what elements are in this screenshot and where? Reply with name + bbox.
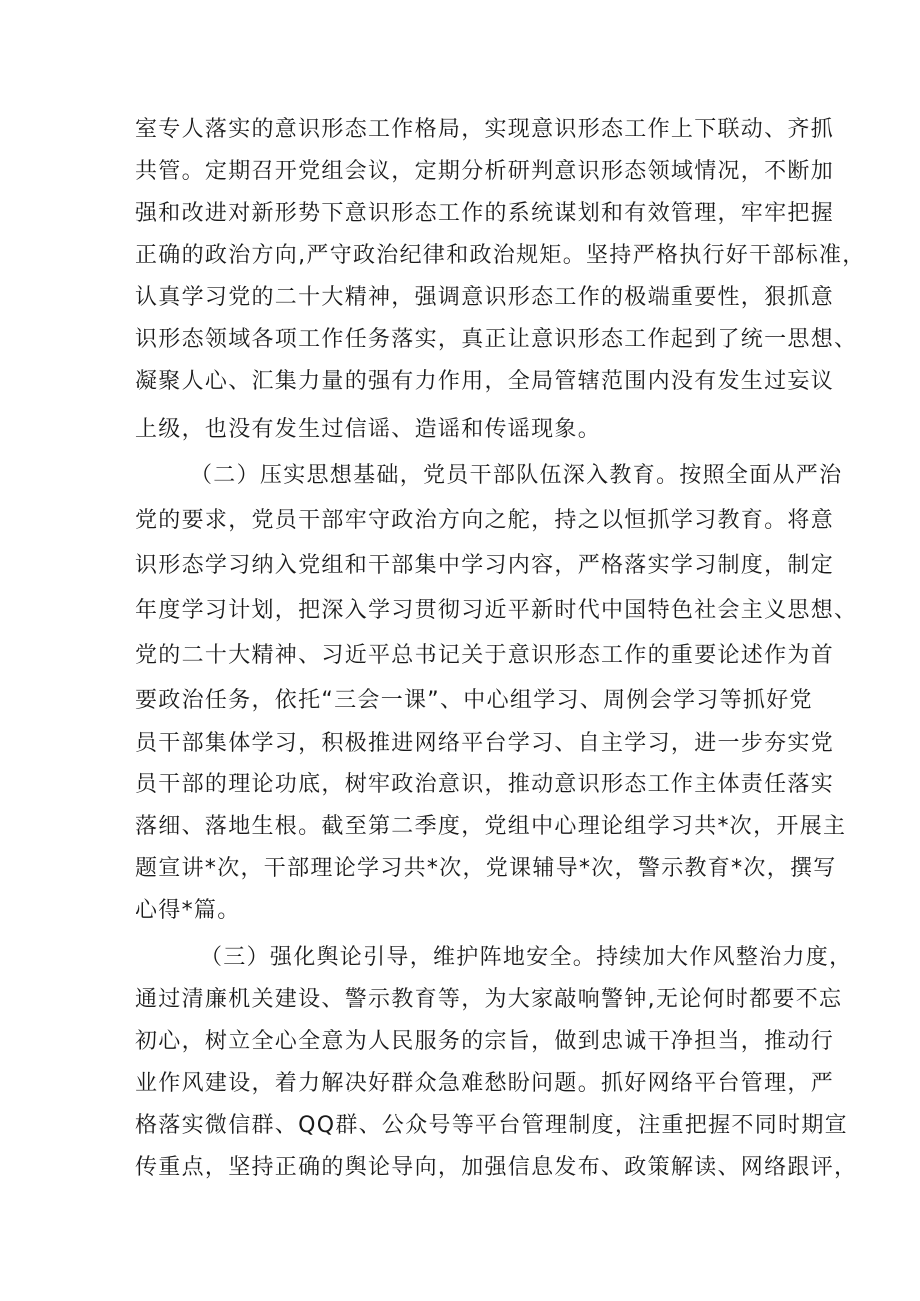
para2-line-10: 题宣讲*次，干部理论学习共*次，党课辅导*次，警示教育*次，撰写 [135, 856, 837, 881]
para3-line-2: 通过清廉机关建设、警示教育等，为大家敲响警钟,无论何时都要不忘 [135, 987, 843, 1012]
para2-line-2: 党的要求，党员干部牢守政治方向之舵，持之以恒抓学习教育。将意 [135, 508, 835, 533]
para3-line-3: 初心，树立全心全意为人民服务的宗旨，做到忠诚干净担当，推动行 [135, 1029, 835, 1054]
para2-line-9: 落细、落地生根。截至第二季度，党组中心理论组学习共*次，开展主 [135, 814, 847, 839]
para1-line-5: 认真学习党的二十大精神，强调意识形态工作的极端重要性，狠抓意 [135, 285, 835, 310]
para3-line-1: （三）强化舆论引导，维护阵地安全。持续加大作风整治力度， [200, 945, 853, 970]
para2-line-3: 识形态学习纳入党组和干部集中学习内容，严格落实学习制度，制定 [135, 553, 835, 578]
para1-line-3: 强和改进对新形势下意识形态工作的系统谋划和有效管理，牢牢把握 [135, 201, 835, 226]
para1-line-6: 识形态领域各项工作任务落实，真正让意识形态工作起到了统一思想、 [135, 327, 858, 352]
para2-line-8: 员干部的理论功底，树牢政治意识，推动意识形态工作主体责任落实 [135, 772, 835, 797]
para2-line-5: 党的二十大精神、习近平总书记关于意识形态工作的重要论述作为首 [135, 643, 835, 668]
para2-line-7: 员干部集体学习，积极推进网络平台学习、自主学习，进一步夯实党 [135, 731, 835, 756]
para2-line-4: 年度学习计划，把深入学习贯彻习近平新时代中国特色社会主义思想、 [135, 598, 858, 623]
para2-line-1: （二）压实思想基础，党员干部队伍深入教育。按照全面从严治 [190, 463, 843, 488]
para2-line-11: 心得*篇。 [135, 898, 241, 923]
para1-line-1: 室专人落实的意识形态工作格局，实现意识形态工作上下联动、齐抓 [135, 117, 835, 142]
para3-line-4: 业作风建设，着力解决好群众急难愁盼问题。抓好网络平台管理，严 [135, 1071, 835, 1096]
para2-line-6: 要政治任务，依托“三会一课”、中心组学习、周例会学习等抓好党 [135, 688, 813, 713]
para1-line-8: 上级，也没有发生过信谣、造谣和传谣现象。 [135, 417, 602, 442]
para1-line-7: 凝聚人心、汇集力量的强有力作用，全局管辖范围内没有发生过妄议 [135, 369, 835, 394]
para3-line-5: 格落实微信群、QQ群、公众号等平台管理制度，注重把握不同时期宣 [135, 1113, 848, 1138]
para3-line-6: 传重点，坚持正确的舆论导向，加强信息发布、政策解读、网络跟评， [135, 1155, 858, 1180]
para1-line-2: 共管。定期召开党组会议，定期分析研判意识形态领域情况，不断加 [135, 159, 835, 184]
para1-line-4: 正确的政治方向,严守政治纪律和政治规矩。坚持严格执行好干部标准， [135, 243, 866, 268]
